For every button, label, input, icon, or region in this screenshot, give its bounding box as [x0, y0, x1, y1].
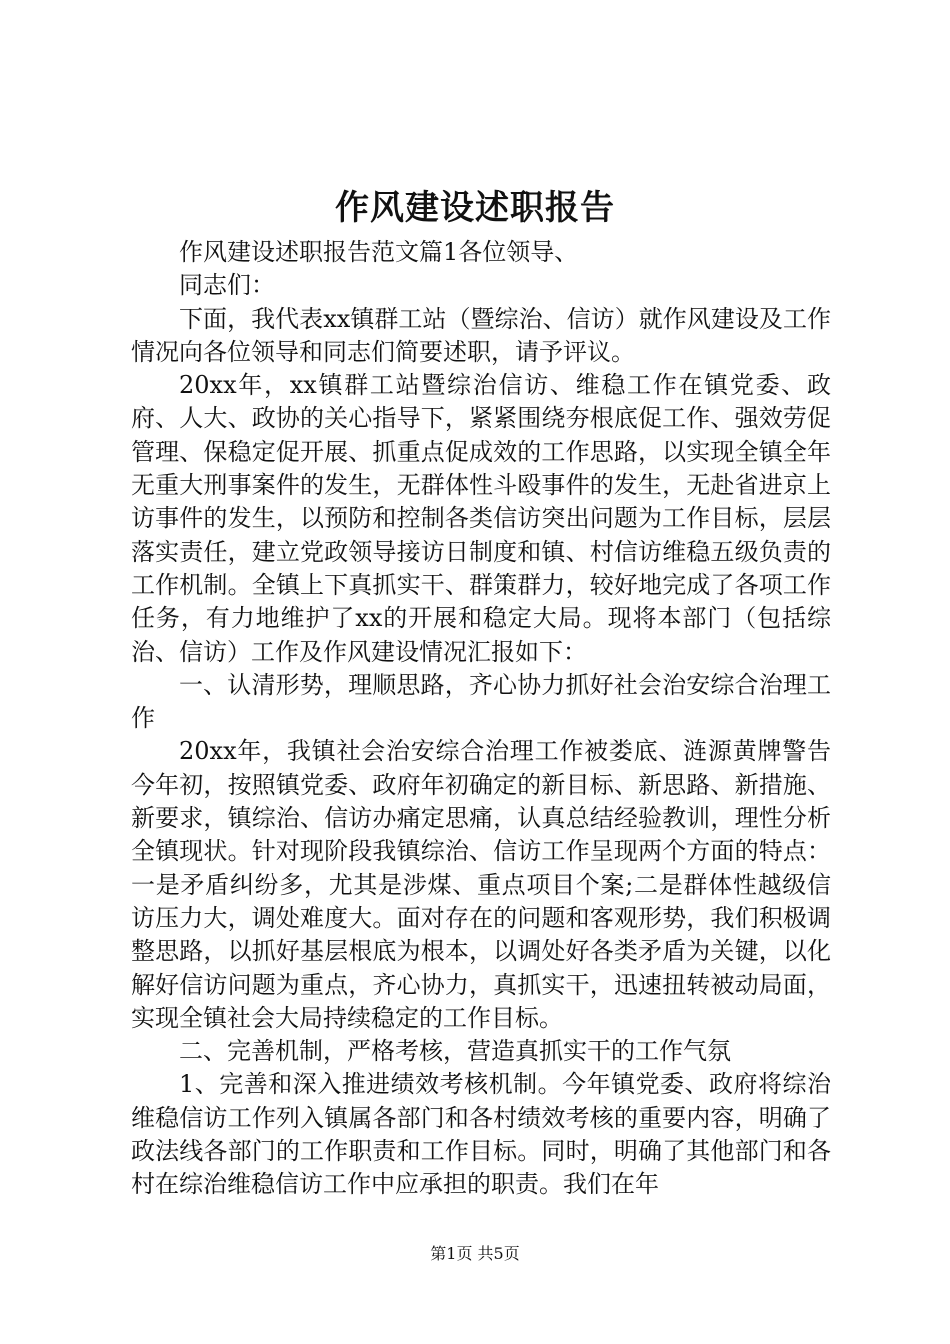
page-footer: 第1页 共5页: [430, 1244, 520, 1263]
paragraph: 20xx年，xx镇群工站暨综治信访、维稳工作在镇党委、政府、人大、政协的关心指导下，紧紧围绕夯根底促工作、强效劳促管理、保稳定促开展、抓重点促成效的工作思路，以实现全镇全年无重大刑事案件的发生，无群体性斗殴事件的发生，无赴省进京上访事件的发生，以预防和控制各类信访突出问题为工作目标，层层落实责任，建立党政领导接访日制度和镇、村信访维稳五级负责的工作机制。全镇上下真抓实干、群策群力，较好地完成了各项工作任务，有力地维护了xx的开展和稳定大局。现将本部门（包括综治、信访）工作及作风建设情况汇报如下：: [131, 371, 831, 666]
paragraph: 下面，我代表xx镇群工站（暨综治、信访）就作风建设及工作情况向各位领导和同志们简要述职，请予评议。: [131, 304, 831, 366]
document-title: 作风建设述职报告: [335, 188, 615, 228]
paragraph: 作风建设述职报告范文篇1各位领导、: [179, 238, 579, 266]
paragraph: 同志们：: [179, 271, 275, 300]
document-body: [131, 236, 831, 1202]
paragraph: 1、完善和深入推进绩效考核机制。今年镇党委、政府将综治维稳信访工作列入镇属各部门和各村绩效考核的重要内容，明确了政法线各部门的工作职责和工作目标。同时，明确了其他部门和各村在综治维稳信访工作中应承担的职责。我们在年: [131, 1070, 831, 1199]
section-heading: 二、完善机制，严格考核，营造真抓实干的工作气氛: [179, 1037, 731, 1066]
paragraph: 20xx年，我镇社会治安综合治理工作被娄底、涟源黄牌警告今年初，按照镇党委、政府年初确定的新目标、新思路、新措施、新要求，镇综治、信访办痛定思痛，认真总结经验教训，理性分析全镇现状。针对现阶段我镇综治、信访工作呈现两个方面的特点：一是矛盾纠纷多，尤其是涉煤、重点项目个案;二是群体性越级信访压力大，调处难度大。面对存在的问题和客观形势，我们积极调整思路，以抓好基层根底为根本，以调处好各类矛盾为关键，以化解好信访问题为重点，齐心协力，真抓实干，迅速扭转被动局面，实现全镇社会大局持续稳定的工作目标。: [131, 737, 831, 1032]
section-heading: 一、认清形势，理顺思路，齐心协力抓好社会治安综合治理工作: [131, 670, 831, 733]
